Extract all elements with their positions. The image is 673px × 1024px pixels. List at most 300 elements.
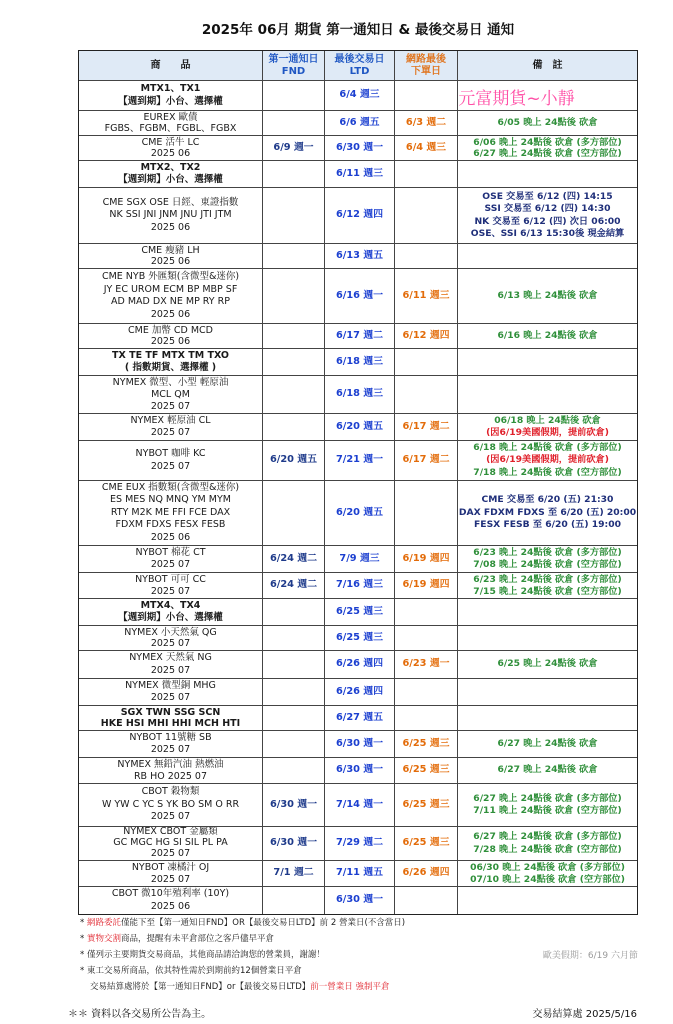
header-note-label: 備 註 [532,59,563,71]
web-order-date: 6/17 週二 [402,454,450,466]
product-line: 2025 06 [150,900,191,912]
table-row [79,111,637,136]
product-cell [79,626,263,650]
ltd-date: 7/11 週五 [335,867,384,879]
product-line: NYMEX 輕原油 CL [130,414,211,426]
ltd-cell [325,111,395,135]
ltd-date: 6/27 週五 [335,711,384,723]
product-line: FGBS、FGBM、FGBL、FGBX [104,123,237,134]
footnotes [80,915,530,995]
fnd-cell [263,376,325,413]
ltd-cell [325,269,395,323]
web-order-cell [395,481,458,545]
web-order-cell [395,188,458,243]
note-line: OSE、SSI 6/13 15:30後 現金結算 [470,228,625,239]
header-product-label: 商 品 [150,59,191,71]
fnd-date: 6/20 週五 [269,454,318,466]
product-line: 2025 06 [150,256,191,267]
product-line: RTY M2K ME FFI FCE DAX [110,506,231,518]
product-cell [79,441,263,480]
ltd-cell [325,136,395,160]
product-line: CBOT 微10年殖利率 (10Y) [111,888,230,899]
fnd-cell [263,188,325,243]
note-line: OSE 交易至 6/12 (四) 14:15 [482,190,613,202]
ltd-cell [325,784,395,826]
product-line: 2025 06 [150,148,191,159]
product-cell [79,376,263,413]
header-ltd [325,51,395,80]
table-row [79,324,637,349]
note-cell [458,414,637,440]
note-line: 7/08 晚上 24點後 砍倉 (空方部位) [473,559,622,570]
ltd-cell [325,599,395,625]
product-line: 2025 07 [150,692,191,703]
fnd-cell [263,161,325,187]
product-cell [79,414,263,440]
product-line: NK SSI JNI JNM JNU JTI JTM [109,209,232,221]
header-fnd-label: 第一通知日 [268,53,319,65]
note-line: 7/11 晚上 24點後 砍倉 (空方部位) [473,805,622,816]
table-row [79,706,637,731]
fnd-cell [263,481,325,545]
fnd-cell [263,244,325,268]
note-line: 07/10 晚上 24點後 砍倉 (空方部位) [470,873,625,885]
product-line: 2025 06 [150,531,191,543]
product-cell [79,651,263,678]
ltd-cell [325,573,395,598]
ltd-date: 6/16 週一 [335,289,384,301]
web-order-cell [395,626,458,650]
ltd-cell [325,81,395,110]
product-line: 2025 06 [150,308,191,320]
product-cell [79,481,263,545]
product-line: NYBOT 可可 CC [135,573,206,585]
product-line: 2025 07 [150,400,191,412]
fnd-date: 6/9 週一 [273,141,314,153]
product-line: NYMEX 天然氣 NG [129,652,212,663]
note-cell [458,481,637,545]
product-cell [79,706,263,730]
note-line: 6/27 晚上 24點後 砍倉 (多方部位) [473,792,622,804]
product-cell [79,244,263,268]
product-line: CME EUX 指數類(含微型&迷你) [101,481,240,493]
note-line: 7/18 晚上 24點後 砍倉 (空方部位) [473,466,622,478]
holiday-note: 歐美假期：6/19 六月節 [542,951,638,961]
web-order-date: 6/11 週三 [402,289,450,301]
header-ltd-label: 最後交易日 [334,53,385,65]
product-line: JY EC UROM ECM BP MBP SF [103,283,238,295]
fnd-cell [263,679,325,705]
product-line: MTX4、TX4 [140,599,201,611]
note-cell [458,349,637,375]
ltd-date: 6/13 週五 [335,249,384,261]
note-cell [458,441,637,480]
product-line: W YW C YC S YK BO SM O RR [101,798,240,810]
product-line: 2025 07 [150,427,191,438]
product-line: MTX1、TX1 [140,83,201,94]
product-cell [79,731,263,757]
fnd-cell [263,599,325,625]
product-line: NYBOT 棉花 CT [135,546,206,558]
web-order-cell [395,414,458,440]
fnd-date: 6/30 週一 [269,837,318,849]
header-product [79,51,263,80]
product-cell [79,679,263,705]
note-cell [458,269,637,323]
ltd-date: 7/14 週一 [335,798,384,810]
product-cell [79,349,263,375]
footnote-segment: * 東工交易所商品，依其特性需於到期前約12個營業日平倉 [80,966,302,976]
table-row [79,188,637,244]
product-line: 2025 07 [150,585,191,597]
product-line: NYMEX 無鉛汽油 熱燃油 [117,758,224,770]
ltd-cell [325,651,395,678]
note-cell [458,573,637,598]
web-order-cell [395,546,458,572]
fnd-cell [263,573,325,598]
product-cell [79,758,263,783]
product-line: NYBOT 咖啡 KC [135,448,206,459]
header-note [458,51,637,80]
ltd-cell [325,349,395,375]
note-line: 7/15 晚上 24點後 砍倉 (空方部位) [473,585,622,597]
fnd-cell [263,887,325,914]
web-order-cell [395,706,458,730]
note-line: 6/18 晚上 24點後 砍倉 (多方部位) [473,441,622,453]
table-row [79,679,637,706]
web-order-cell [395,887,458,914]
table-row [79,599,637,626]
note-cell [458,136,637,160]
product-line: CBOT 穀物類 [141,786,200,798]
product-cell [79,136,263,160]
footnote-line [80,915,530,931]
ltd-date: 6/17 週二 [335,329,384,341]
note-cell [458,651,637,678]
product-line: 2025 07 [150,664,191,676]
note-line: 6/27 晚上 24點後 砍倉 (空方部位) [473,148,622,159]
table-row [79,827,637,861]
ltd-date: 6/20 週五 [335,420,384,432]
footnote-segment: * 僅列示主要期貨交易商品，其他商品請洽詢您的營業員，謝謝！ [80,950,325,960]
note-cell [458,111,637,135]
footnote-segment: 交易結算處將於【第一通知日FND】or【最後交易日LTD】 [90,982,311,992]
footnote-line [80,979,530,995]
fnd-cell [263,827,325,860]
ltd-date: 6/25 週三 [335,631,384,643]
product-line: CME NYB 外匯類(含微型&迷你) [101,271,240,282]
ltd-date: 7/9 週三 [339,552,380,564]
header-web-order-line2: 下單日 [411,65,441,77]
product-line: GC MGC HG SI SIL PL PA [113,837,228,849]
note-line: CME 交易至 6/20 (五) 21:30 [481,494,614,506]
web-order-cell [395,269,458,323]
product-line: 2025 07 [150,873,191,885]
fnd-cell [263,349,325,375]
note-line: 6/27 晚上 24點後 砍倉 [497,737,598,749]
ltd-date: 6/25 週三 [335,605,384,617]
fnd-date: 6/24 週二 [269,552,318,564]
fnd-date: 6/30 週一 [269,798,318,810]
web-order-cell [395,136,458,160]
product-line: 【週到期】小台、選擇權 [118,174,223,185]
fnd-cell [263,651,325,678]
footnote-segment: * [80,918,87,928]
product-line: RB HO 2025 07 [133,770,208,782]
note-line: 6/27 晚上 24點後 砍倉 [497,764,598,776]
web-order-date: 6/23 週一 [402,658,450,670]
note-line: 6/16 晚上 24點後 砍倉 [497,329,598,341]
product-line: SGX TWN SSG SCN [120,706,221,718]
fnd-cell [263,324,325,348]
product-line: ES MES NQ MNQ YM MYM [110,494,231,506]
table-row [79,161,637,188]
note-line: 6/05 晚上 24點後 砍倉 [497,116,598,128]
table-row [79,349,637,376]
note-cell [458,731,637,757]
product-line: NYBOT 11號糖 SB [129,731,212,743]
ltd-cell [325,376,395,413]
ltd-date: 6/26 週四 [335,658,384,670]
fnd-cell [263,731,325,757]
fnd-cell [263,546,325,572]
note-cell [458,324,637,348]
web-order-cell [395,599,458,625]
product-cell [79,161,263,187]
note-line: (因6/19美國假期，提前砍倉) [486,427,609,438]
note-line: 6/13 晚上 24點後 砍倉 [497,289,598,301]
note-cell [458,188,637,243]
product-line: ( 指數期貨、選擇權 ) [124,362,217,373]
product-line: TX TE TF MTX TM TXO [111,349,229,361]
product-line: 2025 07 [150,744,191,755]
table-row [79,269,637,324]
product-line: CME SGX OSE 日經、東證指數 [102,196,239,208]
web-order-cell [395,324,458,348]
note-line: 06/18 晚上 24點後 砍倉 [494,414,601,426]
product-line: 2025 07 [150,811,191,823]
header-ltd-abbr: LTD [349,65,370,77]
table-row [79,731,637,758]
note-line: (因6/19美國假期，提前砍倉) [486,454,609,466]
fnd-cell [263,626,325,650]
table-row [79,441,637,481]
product-cell [79,784,263,826]
footnote-line [80,963,530,979]
web-order-cell [395,349,458,375]
note-line: 6/25 晚上 24點後 砍倉 [497,658,598,670]
ltd-date: 6/6 週五 [339,116,380,128]
table-row [79,414,637,441]
ltd-cell [325,188,395,243]
note-line: 06/30 晚上 24點後 砍倉 (多方部位) [470,861,625,873]
web-order-cell [395,784,458,826]
web-order-cell [395,827,458,860]
product-line: 【週到期】小台、選擇權 [118,612,223,623]
note-line: 6/06 晚上 24點後 砍倉 (多方部位) [473,136,622,148]
note-cell [458,784,637,826]
product-cell [79,111,263,135]
fnd-cell [263,136,325,160]
footnote-segment: 前一營業日 強制平倉 [310,982,390,992]
web-order-date: 6/26 週四 [402,867,450,879]
product-line: 【週到期】小台、選擇權 [118,95,223,107]
ltd-cell [325,324,395,348]
ltd-cell [325,679,395,705]
note-cell [458,599,637,625]
footer-disclaimer: ＊＊ 資料以各交易所公告為主。 [68,1009,212,1020]
note-cell [458,626,637,650]
note-line: 6/27 晚上 24點後 砍倉 (多方部位) [473,831,622,842]
table-header [79,51,637,81]
ltd-date: 7/16 週三 [335,579,384,591]
product-line: CME 加幣 CD MCD [128,324,213,336]
web-order-date: 6/3 週二 [405,116,447,128]
table-row [79,573,637,599]
ltd-date: 6/11 週三 [335,167,384,179]
web-order-date: 6/19 週四 [402,552,450,564]
note-cell [458,706,637,730]
table-row [79,861,637,887]
product-line: NYBOT 凍橘汁 OJ [131,861,210,873]
product-line: NYMEX 小天然氣 QG [124,626,217,638]
ltd-date: 7/29 週二 [335,837,384,849]
table-row [79,626,637,651]
fnd-cell [263,111,325,135]
ltd-cell [325,481,395,545]
ltd-cell [325,758,395,783]
ltd-date: 6/30 週一 [335,141,384,153]
table-row [79,481,637,546]
table-row [79,651,637,679]
footnote-segment: 僅能下至【第一通知日FND】OR【最後交易日LTD】前 2 營業日(不含當日) [120,918,406,928]
fnd-cell [263,706,325,730]
product-line: CME 瘦豬 LH [141,244,200,256]
table-row [79,784,637,827]
footnote-segment: 商品，提醒有未平倉部位之客戶儘早平倉 [120,934,274,944]
note-cell [458,376,637,413]
page-title: 2025年 06月 期貨 第一通知日 & 最後交易日 通知 [201,22,515,38]
fnd-date: 7/1 週二 [273,867,314,879]
footnote-segment: 網路委託 [86,918,121,928]
product-line: FDXM FDXS FESX FESB [115,519,226,531]
web-order-date: 6/25 週三 [402,737,450,749]
product-line: NYMEX 微型、小型 輕原油 [112,376,229,388]
ltd-date: 6/18 週三 [335,355,384,367]
footnote-segment: 實物交割 [86,934,121,944]
fnd-date: 6/24 週二 [269,579,318,591]
ltd-date: 6/18 週三 [335,388,384,400]
footer-issuer-date: 交易結算處 2025/5/16 [532,1009,637,1020]
ltd-date: 6/4 週三 [339,89,380,101]
note-cell [458,679,637,705]
web-order-cell [395,441,458,480]
footnote-line [80,947,530,963]
ltd-cell [325,414,395,440]
fnd-cell [263,784,325,826]
product-line: 2025 06 [150,336,191,347]
ltd-date: 6/30 週一 [335,764,384,776]
ltd-date: 6/30 週一 [335,894,384,906]
fnd-cell [263,861,325,886]
web-order-date: 6/19 週四 [402,579,450,591]
product-cell [79,546,263,572]
ltd-cell [325,861,395,886]
note-cell [458,546,637,572]
product-cell [79,269,263,323]
product-cell [79,188,263,243]
fnd-cell [263,269,325,323]
fnd-cell [263,414,325,440]
product-line: MTX2、TX2 [140,161,201,173]
product-line: EUREX 歐債 [143,111,198,123]
web-order-cell [395,244,458,268]
footnote-segment: * [80,934,87,944]
table-body [79,81,637,914]
web-order-cell [395,573,458,598]
product-line: CME 活牛 LC [141,136,200,148]
ltd-date: 6/20 週五 [335,506,384,518]
product-cell [79,887,263,914]
expiry-table [78,50,638,915]
header-fnd-abbr: FND [281,65,306,77]
product-line: 2025 06 [150,221,191,233]
product-line: NYMEX 微型銅 MHG [125,679,216,691]
product-cell [79,599,263,625]
web-order-cell [395,861,458,886]
product-line: AD MAD DX NE MP RY RP [111,296,230,307]
product-line: NYMEX CBOT 金屬類 [123,827,218,838]
ltd-cell [325,731,395,757]
ltd-cell [325,706,395,730]
ltd-date: 7/21 週一 [335,454,384,466]
fnd-cell [263,758,325,783]
web-order-cell [395,679,458,705]
fnd-cell [263,441,325,480]
product-cell [79,827,263,860]
web-order-cell [395,731,458,757]
watermark-text: 元富期貨~小靜 [458,88,575,109]
web-order-cell [395,376,458,413]
web-order-cell [395,161,458,187]
web-order-date: 6/25 週三 [402,837,450,849]
note-line: FESX FESB 至 6/20 (五) 19:00 [474,519,621,531]
ltd-cell [325,626,395,650]
ltd-cell [325,827,395,860]
ltd-date: 6/30 週一 [335,737,384,749]
ltd-cell [325,546,395,572]
ltd-date: 6/26 週四 [335,685,384,697]
product-line: 2025 07 [150,559,191,570]
table-row [79,887,637,914]
product-line: 2025 07 [150,847,191,859]
product-cell [79,861,263,886]
ltd-cell [325,887,395,914]
table-row [79,244,637,269]
web-order-date: 6/4 週三 [405,141,447,153]
ltd-cell [325,244,395,268]
note-cell [458,861,637,886]
table-row [79,546,637,573]
product-line: 2025 07 [150,638,191,649]
web-order-date: 6/25 週三 [402,798,450,810]
note-line: 7/28 晚上 24點後 砍倉 (空方部位) [473,843,622,855]
web-order-date: 6/17 週二 [402,420,450,432]
note-cell [458,887,637,914]
web-order-cell [395,651,458,678]
ltd-cell [325,441,395,480]
product-line: HKE HSI MHI HHI MCH HTI [100,718,241,729]
